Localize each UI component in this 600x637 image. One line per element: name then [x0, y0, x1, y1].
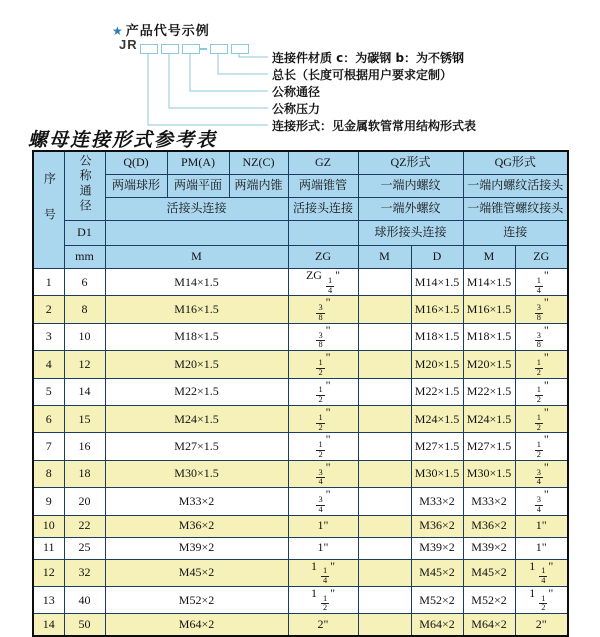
header-desc-qg: 一端内螺纹活接头	[463, 175, 568, 198]
cell-qg-zg: 1 $\frac{1}{4}$ "	[515, 559, 568, 586]
cell-qg-m: M36×2	[463, 515, 515, 537]
cell-qg-zg: $\frac{3}{4}$ "	[515, 460, 568, 487]
header-desc-pma: 两端平面	[167, 175, 229, 198]
header-d1: D1	[64, 221, 105, 246]
cell-m: M18×1.5	[105, 323, 288, 350]
cell-dn: 15	[64, 405, 105, 432]
cell-qz-m	[358, 488, 411, 515]
cell-qz-d: M30×1.5	[411, 460, 463, 487]
cell-dn: 16	[64, 433, 105, 460]
cell-gz-zg: $\frac{1}{2}$ "	[288, 351, 358, 378]
cell-m: M14×1.5	[105, 269, 288, 296]
header-dn: 公称通径	[64, 151, 105, 221]
cell-gz-zg: 1 $\frac{1}{2}$ "	[288, 586, 358, 613]
cell-dn: 8	[64, 296, 105, 323]
table-row	[33, 296, 568, 323]
cell-qg-m: M39×2	[463, 537, 515, 559]
header-form-qg: QG形式	[463, 151, 568, 175]
header-seq: 序号	[33, 151, 64, 269]
cell-qz-d: M33×2	[411, 488, 463, 515]
cell-qg-m: M64×2	[463, 614, 515, 637]
cell-qg-m: M27×1.5	[463, 433, 515, 460]
header-unit-zg: ZG	[288, 246, 358, 269]
cell-qg-zg: 1 $\frac{1}{2}$ "	[515, 586, 568, 613]
header-form-gz: GZ	[288, 151, 358, 175]
table-row	[33, 269, 568, 296]
cell-seq: 7	[33, 433, 64, 460]
cell-qg-m: M52×2	[463, 586, 515, 613]
cell-seq: 2	[33, 296, 64, 323]
cell-qz-d: M27×1.5	[411, 433, 463, 460]
cell-qz-m	[358, 537, 411, 559]
cell-qz-m	[358, 559, 411, 586]
cell-gz-zg: $\frac{1}{2}$ "	[288, 405, 358, 432]
cell-dn: 14	[64, 378, 105, 405]
header-unit-qz-m: M	[358, 246, 411, 269]
cell-seq: 6	[33, 405, 64, 432]
cell-qg-m: M16×1.5	[463, 296, 515, 323]
cell-qg-m: M33×2	[463, 488, 515, 515]
cell-qg-zg: 1"	[515, 537, 568, 559]
header-unit-m: M	[105, 246, 288, 269]
table-row	[33, 559, 568, 586]
cell-seq: 14	[33, 614, 64, 637]
header-unit-qg-m: M	[463, 246, 515, 269]
table-row	[33, 614, 568, 637]
cell-qg-zg: 2"	[515, 614, 568, 637]
table-title: 螺母连接形式参考表	[28, 129, 218, 151]
header-mm: mm	[64, 246, 105, 269]
cell-m: M30×1.5	[105, 460, 288, 487]
cell-seq: 8	[33, 460, 64, 487]
header-form-qd: Q(D)	[105, 151, 167, 175]
header-conn-union: 活接头连接	[105, 198, 288, 221]
cell-qg-m: M30×1.5	[463, 460, 515, 487]
cell-qz-m	[358, 515, 411, 537]
cell-dn: 6	[64, 269, 105, 296]
cell-qg-zg: $\frac{3}{4}$ "	[515, 488, 568, 515]
table-row	[33, 515, 568, 537]
cell-m: M16×1.5	[105, 296, 288, 323]
cell-gz-zg: 1 $\frac{1}{4}$ "	[288, 559, 358, 586]
cell-gz-zg: $\frac{3}{4}$ "	[288, 488, 358, 515]
cell-qz-d: M24×1.5	[411, 405, 463, 432]
cell-qg-m: M45×2	[463, 559, 515, 586]
cell-gz-zg: 1"	[288, 537, 358, 559]
cell-seq: 5	[33, 378, 64, 405]
table-body	[33, 269, 568, 637]
cell-seq: 4	[33, 351, 64, 378]
cell-dn: 25	[64, 537, 105, 559]
code-label-material: 连接件材质 c：为碳钢 b：为不锈钢	[272, 51, 465, 65]
cell-m: M24×1.5	[105, 405, 288, 432]
cell-dn: 32	[64, 559, 105, 586]
cell-gz-zg: 1"	[288, 515, 358, 537]
cell-m: M20×1.5	[105, 351, 288, 378]
header-empty-2	[288, 221, 358, 246]
cell-gz-zg: $\frac{1}{2}$ "	[288, 433, 358, 460]
cell-gz-zg: 2"	[288, 614, 358, 637]
cell-qz-m	[358, 586, 411, 613]
cell-qz-d: M36×2	[411, 515, 463, 537]
table-row	[33, 537, 568, 559]
cell-qz-d: M16×1.5	[411, 296, 463, 323]
cell-dn: 18	[64, 460, 105, 487]
cell-qz-d: M18×1.5	[411, 323, 463, 350]
header-desc-nzc: 两端内锥	[229, 175, 288, 198]
cell-qz-m	[358, 323, 411, 350]
header-unit-qg-zg: ZG	[515, 246, 568, 269]
cell-seq: 1	[33, 269, 64, 296]
cell-m: M27×1.5	[105, 433, 288, 460]
cell-qz-d: M45×2	[411, 559, 463, 586]
header-conn-taper-joint: 一端锥管螺纹接头	[463, 198, 568, 221]
cell-qg-m: M20×1.5	[463, 351, 515, 378]
cell-qg-zg: $\frac{1}{2}$ "	[515, 405, 568, 432]
cell-qg-zg: $\frac{1}{4}$ "	[515, 269, 568, 296]
star-icon: ★	[112, 24, 124, 38]
table-row	[33, 433, 568, 460]
cell-dn: 12	[64, 351, 105, 378]
cell-dn: 20	[64, 488, 105, 515]
header-ball-joint-conn: 球形接头连接	[358, 221, 463, 246]
cell-qz-d: M20×1.5	[411, 351, 463, 378]
header-desc-qz: 一端内螺纹	[358, 175, 463, 198]
cell-dn: 10	[64, 323, 105, 350]
cell-qg-zg: $\frac{1}{2}$ "	[515, 378, 568, 405]
header-form-pma: PM(A)	[167, 151, 229, 175]
cell-qg-m: M14×1.5	[463, 269, 515, 296]
cell-seq: 3	[33, 323, 64, 350]
code-prefix: JR	[119, 37, 138, 52]
cell-m: M33×2	[105, 488, 288, 515]
header-form-nzc: NZ(C)	[229, 151, 288, 175]
table-row	[33, 586, 568, 613]
nut-connection-table	[32, 150, 569, 637]
header-conn: 连接	[463, 221, 568, 246]
product-code-heading-text: 产品代号示例	[125, 24, 210, 39]
header-desc-gz: 两端锥管	[288, 175, 358, 198]
code-label-connection: 连接形式：见金属软管常用结构形式表	[272, 119, 477, 133]
cell-qz-d: M22×1.5	[411, 378, 463, 405]
cell-gz-zg: ZG $\frac{1}{4}$ "	[288, 269, 358, 296]
cell-qg-zg: $\frac{3}{8}$ "	[515, 296, 568, 323]
cell-gz-zg: $\frac{1}{2}$ "	[288, 378, 358, 405]
cell-seq: 12	[33, 559, 64, 586]
cell-seq: 13	[33, 586, 64, 613]
cell-qz-m	[358, 433, 411, 460]
cell-qg-m: M22×1.5	[463, 378, 515, 405]
cell-qz-d: M14×1.5	[411, 269, 463, 296]
cell-qz-d: M39×2	[411, 537, 463, 559]
cell-gz-zg: $\frac{3}{8}$ "	[288, 323, 358, 350]
table-row	[33, 460, 568, 487]
header-conn-ext-thread: 一端外螺纹	[358, 198, 463, 221]
table-row	[33, 378, 568, 405]
cell-dn: 50	[64, 614, 105, 637]
code-label-list	[272, 50, 476, 135]
cell-seq: 9	[33, 488, 64, 515]
cell-dn: 40	[64, 586, 105, 613]
cell-qz-m	[358, 460, 411, 487]
cell-dn: 22	[64, 515, 105, 537]
header-empty-1	[105, 221, 288, 246]
cell-qg-m: M24×1.5	[463, 405, 515, 432]
header-desc-qd: 两端球形	[105, 175, 167, 198]
header-form-qz: QZ形式	[358, 151, 463, 175]
header-conn-union-gz: 活接头连接	[288, 198, 358, 221]
cell-qz-m	[358, 351, 411, 378]
cell-qz-d: M64×2	[411, 614, 463, 637]
code-label-diameter: 公称通径	[272, 85, 321, 99]
cell-m: M45×2	[105, 559, 288, 586]
cell-qz-m	[358, 405, 411, 432]
cell-m: M36×2	[105, 515, 288, 537]
table-row	[33, 488, 568, 515]
header-unit-qz-d: D	[411, 246, 463, 269]
cell-seq: 10	[33, 515, 64, 537]
cell-qz-m	[358, 296, 411, 323]
cell-m: M22×1.5	[105, 378, 288, 405]
cell-qg-zg: $\frac{1}{2}$ "	[515, 433, 568, 460]
cell-gz-zg: $\frac{3}{8}$ "	[288, 296, 358, 323]
code-label-pressure: 公称压力	[272, 102, 321, 116]
cell-qz-m	[358, 378, 411, 405]
table-row	[33, 323, 568, 350]
cell-qz-m	[358, 269, 411, 296]
cell-qg-zg: $\frac{3}{8}$ "	[515, 323, 568, 350]
cell-qg-zg: $\frac{1}{2}$ "	[515, 351, 568, 378]
cell-m: M64×2	[105, 614, 288, 637]
table-row	[33, 351, 568, 378]
cell-qz-m	[358, 614, 411, 637]
cell-qz-d: M52×2	[411, 586, 463, 613]
cell-qg-m: M18×1.5	[463, 323, 515, 350]
cell-qg-zg: 1"	[515, 515, 568, 537]
cell-m: M52×2	[105, 586, 288, 613]
table-row	[33, 405, 568, 432]
table-header	[33, 151, 568, 269]
code-label-length: 总长（长度可根据用户要求定制）	[272, 68, 453, 82]
cell-m: M39×2	[105, 537, 288, 559]
cell-seq: 11	[33, 537, 64, 559]
cell-gz-zg: $\frac{3}{4}$ "	[288, 460, 358, 487]
